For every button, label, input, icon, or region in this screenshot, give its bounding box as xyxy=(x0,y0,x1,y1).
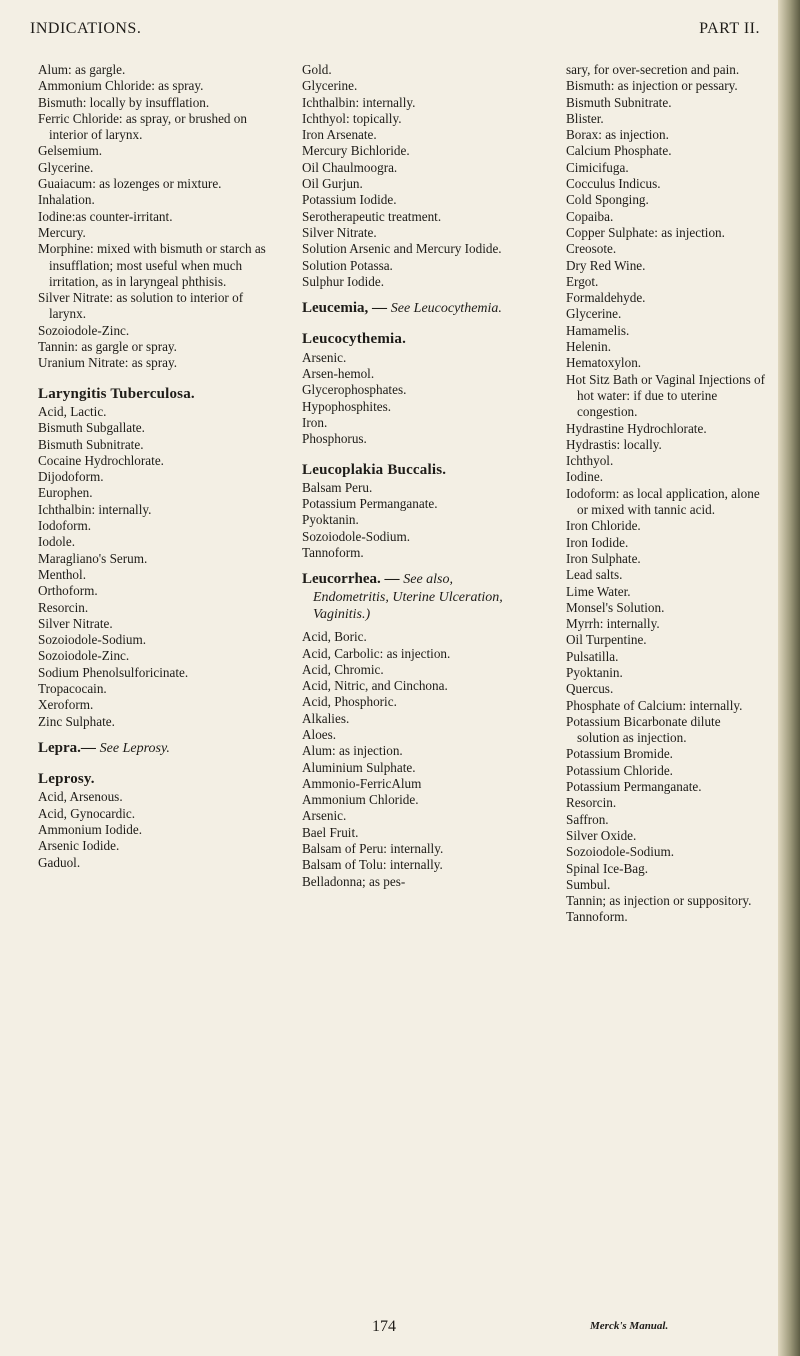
remedy-entry: Aluminium Sulphate. xyxy=(302,759,416,775)
remedy-entry: Gold. xyxy=(302,62,332,77)
page-number: 174 xyxy=(372,1318,396,1335)
remedy-entry: Ammonium Chloride: as spray. xyxy=(38,78,204,94)
remedy-entry: Potassium Bromide. xyxy=(566,746,673,762)
remedy-entry: Aloes. xyxy=(302,726,337,742)
column-right xyxy=(566,62,766,926)
remedy-entry: Ammonium Iodide. xyxy=(38,822,143,838)
remedy-entry: Tannoform. xyxy=(302,545,364,561)
remedy-entry: Resorcin. xyxy=(38,599,89,615)
remedy-entry: Hydrastis: locally. xyxy=(566,436,662,452)
remedy-entry: Dijodoform. xyxy=(38,469,104,485)
remedy-entry: Silver Nitrate. xyxy=(302,224,377,240)
remedy-entry: Formaldehyde. xyxy=(566,290,646,306)
remedy-entry: Iodine:as counter-irritant. xyxy=(38,208,173,224)
remedy-entry: Hematoxylon. xyxy=(566,355,642,371)
running-head-section: INDICATIONS. xyxy=(30,20,142,37)
remedy-entry: Alum: as injection. xyxy=(302,743,403,759)
remedy-entry: Ichthyol: topically. xyxy=(302,110,402,126)
remedy-entry: Alkalies. xyxy=(302,710,350,726)
remedy-entry: Iron Chloride. xyxy=(566,518,641,534)
remedy-entry: Acid, Carbolic: as injection. xyxy=(302,645,451,661)
running-head-part: PART II. xyxy=(699,20,760,37)
remedy-entry: Hamamelis. xyxy=(566,322,630,338)
remedy-entry: Sozoiodole-Sodium. xyxy=(566,844,675,860)
remedy-entry: Resorcin. xyxy=(566,795,617,811)
remedy-entry: Balsam of Peru: internally. xyxy=(302,841,444,857)
remedy-entry: Bismuth Subnitrate. xyxy=(566,94,672,110)
remedy-entry: Arsenic Iodide. xyxy=(38,838,120,854)
remedy-entry: Cimicifuga. xyxy=(566,159,629,175)
cross-reference-heading: Leucemia, — xyxy=(302,300,391,317)
remedy-entry: Hot Sitz Bath or Vaginal Injections of hot water: if due to uterine congestion. xyxy=(566,371,766,420)
remedy-entry: Phosphorus. xyxy=(302,431,367,447)
remedy-entry: Sozoiodole-Sodium. xyxy=(38,632,147,648)
remedy-entry: Monsel's Solution. xyxy=(566,599,665,615)
remedy-entry: Dry Red Wine. xyxy=(566,257,646,273)
remedy-entry: Iodoform: as local application, alone or mixed with tannic acid. xyxy=(566,485,760,518)
remedy-entry: Balsam Peru. xyxy=(302,479,373,495)
remedy-entry: Acid, Phosphoric. xyxy=(302,694,397,710)
remedy-entry: Potassium Iodide. xyxy=(302,192,397,208)
remedy-entry: Ichthalbin: internally. xyxy=(38,501,152,517)
remedy-entry: Bismuth: as injection or pessary. xyxy=(566,78,738,94)
remedy-entry: Tannin; as injection or suppository. xyxy=(566,893,752,909)
remedy-entry: Sozoiodole-Sodium. xyxy=(302,528,411,544)
remedy-entry: Calcium Phosphate. xyxy=(566,143,672,159)
remedy-entry: Cocculus Indicus. xyxy=(566,176,661,192)
remedy-entry: Bismuth Subnitrate. xyxy=(38,436,144,452)
remedy-entry: Glycerine. xyxy=(302,78,358,94)
remedy-entry: Mercury. xyxy=(38,224,86,240)
remedy-entry: Ammonium Chloride. xyxy=(302,792,419,808)
remedy-entry: Arsenic. xyxy=(302,808,347,824)
remedy-entry: Oil Chaulmoogra. xyxy=(302,159,398,175)
remedy-entry: Sulphur Iodide. xyxy=(302,273,385,289)
remedy-entry: Glycerine. xyxy=(38,159,94,175)
remedy-entry: Copaiba. xyxy=(566,208,614,224)
remedy-entry: Zinc Sulphate. xyxy=(38,713,115,729)
remedy-entry: Arsen-hemol. xyxy=(302,366,375,382)
remedy-entry: Potassium Permanganate. xyxy=(566,779,702,795)
remedy-entry: Sodium Phenolsulforicinate. xyxy=(38,664,189,680)
remedy-entry: Iron Arsenate. xyxy=(302,127,377,143)
remedy-entry: Tropacocain. xyxy=(38,680,107,696)
remedy-entry: Silver Nitrate: as solution to interior of larynx. xyxy=(38,290,244,322)
remedy-entry: Ichthyol. xyxy=(566,453,614,469)
remedy-entry: Balsam of Tolu: internally. xyxy=(302,857,443,873)
remedy-entry: Helenin. xyxy=(566,339,612,355)
cross-reference-target: See also, Endometritis, Uterine Ulceration, Vaginitis.) xyxy=(313,572,503,622)
remedy-entry: Europhen. xyxy=(38,485,93,501)
remedy-entry: Gaduol. xyxy=(38,854,81,870)
remedy-entry: Bismuth: locally by insufflation. xyxy=(38,94,210,110)
remedy-entry: Solution Arsenic and Mercury Iodide. xyxy=(302,241,502,257)
cross-reference-target: See Leucocythemia. xyxy=(390,301,502,317)
remedy-entry: Oil Turpentine. xyxy=(566,632,647,648)
remedy-entry: Copper Sulphate: as injection. xyxy=(566,224,725,240)
remedy-entry: Acid, Chromic. xyxy=(302,661,384,677)
remedy-entry: Inhalation. xyxy=(38,192,95,208)
remedy-entry: Xeroform. xyxy=(38,697,94,713)
remedy-entry: Alum: as gargle. xyxy=(38,62,126,77)
cross-reference-heading: Leucorrhea. — xyxy=(302,571,404,588)
remedy-entry: Silver Nitrate. xyxy=(38,615,113,631)
remedy-entry: Menthol. xyxy=(38,566,86,582)
remedy-entry: Cocaine Hydrochlorate. xyxy=(38,452,164,468)
cross-reference xyxy=(302,571,532,623)
remedy-entry: Spinal Ice-Bag. xyxy=(566,860,649,876)
remedy-entry: Potassium Chloride. xyxy=(566,762,673,778)
remedy-entry: Serotherapeutic treatment. xyxy=(302,208,442,224)
remedy-entry: Bael Fruit. xyxy=(302,824,359,840)
remedy-entry: Sozoiodole-Zinc. xyxy=(38,648,130,664)
column-middle xyxy=(302,62,532,890)
remedy-entry: Lime Water. xyxy=(566,583,631,599)
remedy-entry: Acid, Boric. xyxy=(302,629,367,645)
remedy-entry: Ferric Chloride: as spray, or brushed on interior of larynx. xyxy=(38,110,247,143)
remedy-entry: Borax: as injection. xyxy=(566,127,669,143)
remedy-entry: Belladonna; as pes- xyxy=(302,873,406,889)
remedy-entry: Oil Gurjun. xyxy=(302,176,363,192)
remedy-entry: Iodole. xyxy=(38,534,75,550)
page-header xyxy=(30,20,760,50)
remedy-entry: Guaiacum: as lozenges or mixture. xyxy=(38,176,222,192)
remedy-entry: Glycerophosphates. xyxy=(302,382,407,398)
publisher-mark: Merck's Manual. xyxy=(590,1320,669,1332)
remedy-entry: Potassium Permanganate. xyxy=(302,496,438,512)
remedy-entry: Blister. xyxy=(566,110,604,126)
remedy-entry: Iron Sulphate. xyxy=(566,550,641,566)
remedy-entry: Potassium Bicarbonate dilute solution as injection. xyxy=(566,713,721,746)
section-heading: Leprosy. xyxy=(38,771,95,788)
cross-reference xyxy=(302,300,532,317)
remedy-entry: Solution Potassa. xyxy=(302,257,393,273)
column-left xyxy=(38,62,268,871)
remedy-entry: Iron Iodide. xyxy=(566,534,629,550)
remedy-entry: Bismuth Subgallate. xyxy=(38,420,145,436)
remedy-entry: Pyoktanin. xyxy=(302,512,359,528)
remedy-entry: Hydrastine Hydrochlorate. xyxy=(566,420,707,436)
section-heading: Leucoplakia Buccalis. xyxy=(302,461,447,478)
remedy-entry: Sozoiodole-Zinc. xyxy=(38,322,130,338)
remedy-entry: Arsenic. xyxy=(302,349,347,365)
remedy-entry: Cold Sponging. xyxy=(566,192,649,208)
remedy-entry: Tannin: as gargle or spray. xyxy=(38,339,177,355)
page-edge-shadow xyxy=(778,0,800,1356)
section-heading: Laryngitis Tuberculosa. xyxy=(38,385,195,402)
remedy-entry: Uranium Nitrate: as spray. xyxy=(38,355,178,371)
remedy-entry: Iodoform. xyxy=(38,518,92,534)
section-heading: Leucocythemia. xyxy=(302,331,407,348)
cross-reference-target: See Leprosy. xyxy=(99,740,170,756)
remedy-entry: Ichthalbin: internally. xyxy=(302,94,416,110)
remedy-entry: Phosphate of Calcium: internally. xyxy=(566,697,743,713)
remedy-entry: Lead salts. xyxy=(566,567,623,583)
remedy-entry: Iron. xyxy=(302,414,328,430)
remedy-entry: Tannoform. xyxy=(566,909,628,925)
remedy-entry: Acid, Nitric, and Cinchona. xyxy=(302,678,448,694)
remedy-entry: Hypophosphites. xyxy=(302,398,392,414)
remedy-entry: Glycerine. xyxy=(566,306,622,322)
remedy-entry: Mercury Bichloride. xyxy=(302,143,410,159)
remedy-entry: Iodine. xyxy=(566,469,603,485)
remedy-entry: Myrrh: internally. xyxy=(566,616,660,632)
remedy-entry: Pyoktanin. xyxy=(566,664,623,680)
remedy-entry: Ergot. xyxy=(566,273,599,289)
remedy-entry: Acid, Gynocardic. xyxy=(38,805,136,821)
remedy-entry: Saffron. xyxy=(566,811,609,827)
remedy-entry: Morphine: mixed with bismuth or starch as insufflation; most useful when much irritation, as in laryngeal phthisis. xyxy=(38,241,266,289)
remedy-entry: Acid, Arsenous. xyxy=(38,789,123,805)
remedy-entry: Creosote. xyxy=(566,241,617,257)
remedy-entry: Pulsatilla. xyxy=(566,648,619,664)
cross-reference xyxy=(38,740,268,757)
remedy-entry: Silver Oxide. xyxy=(566,827,637,843)
remedy-entry: Gelsemium. xyxy=(38,143,103,159)
remedy-entry: Ammonio-FerricAlum xyxy=(302,775,422,791)
cross-reference-heading: Lepra.— xyxy=(38,739,100,756)
remedy-entry: Acid, Lactic. xyxy=(38,403,107,419)
remedy-entry: Orthoform. xyxy=(38,583,98,599)
remedy-entry: Quercus. xyxy=(566,681,614,697)
remedy-entry: Sumbul. xyxy=(566,876,611,892)
remedy-entry: sary, for over-secretion and pain. xyxy=(566,62,740,77)
remedy-entry: Maragliano's Serum. xyxy=(38,550,148,566)
